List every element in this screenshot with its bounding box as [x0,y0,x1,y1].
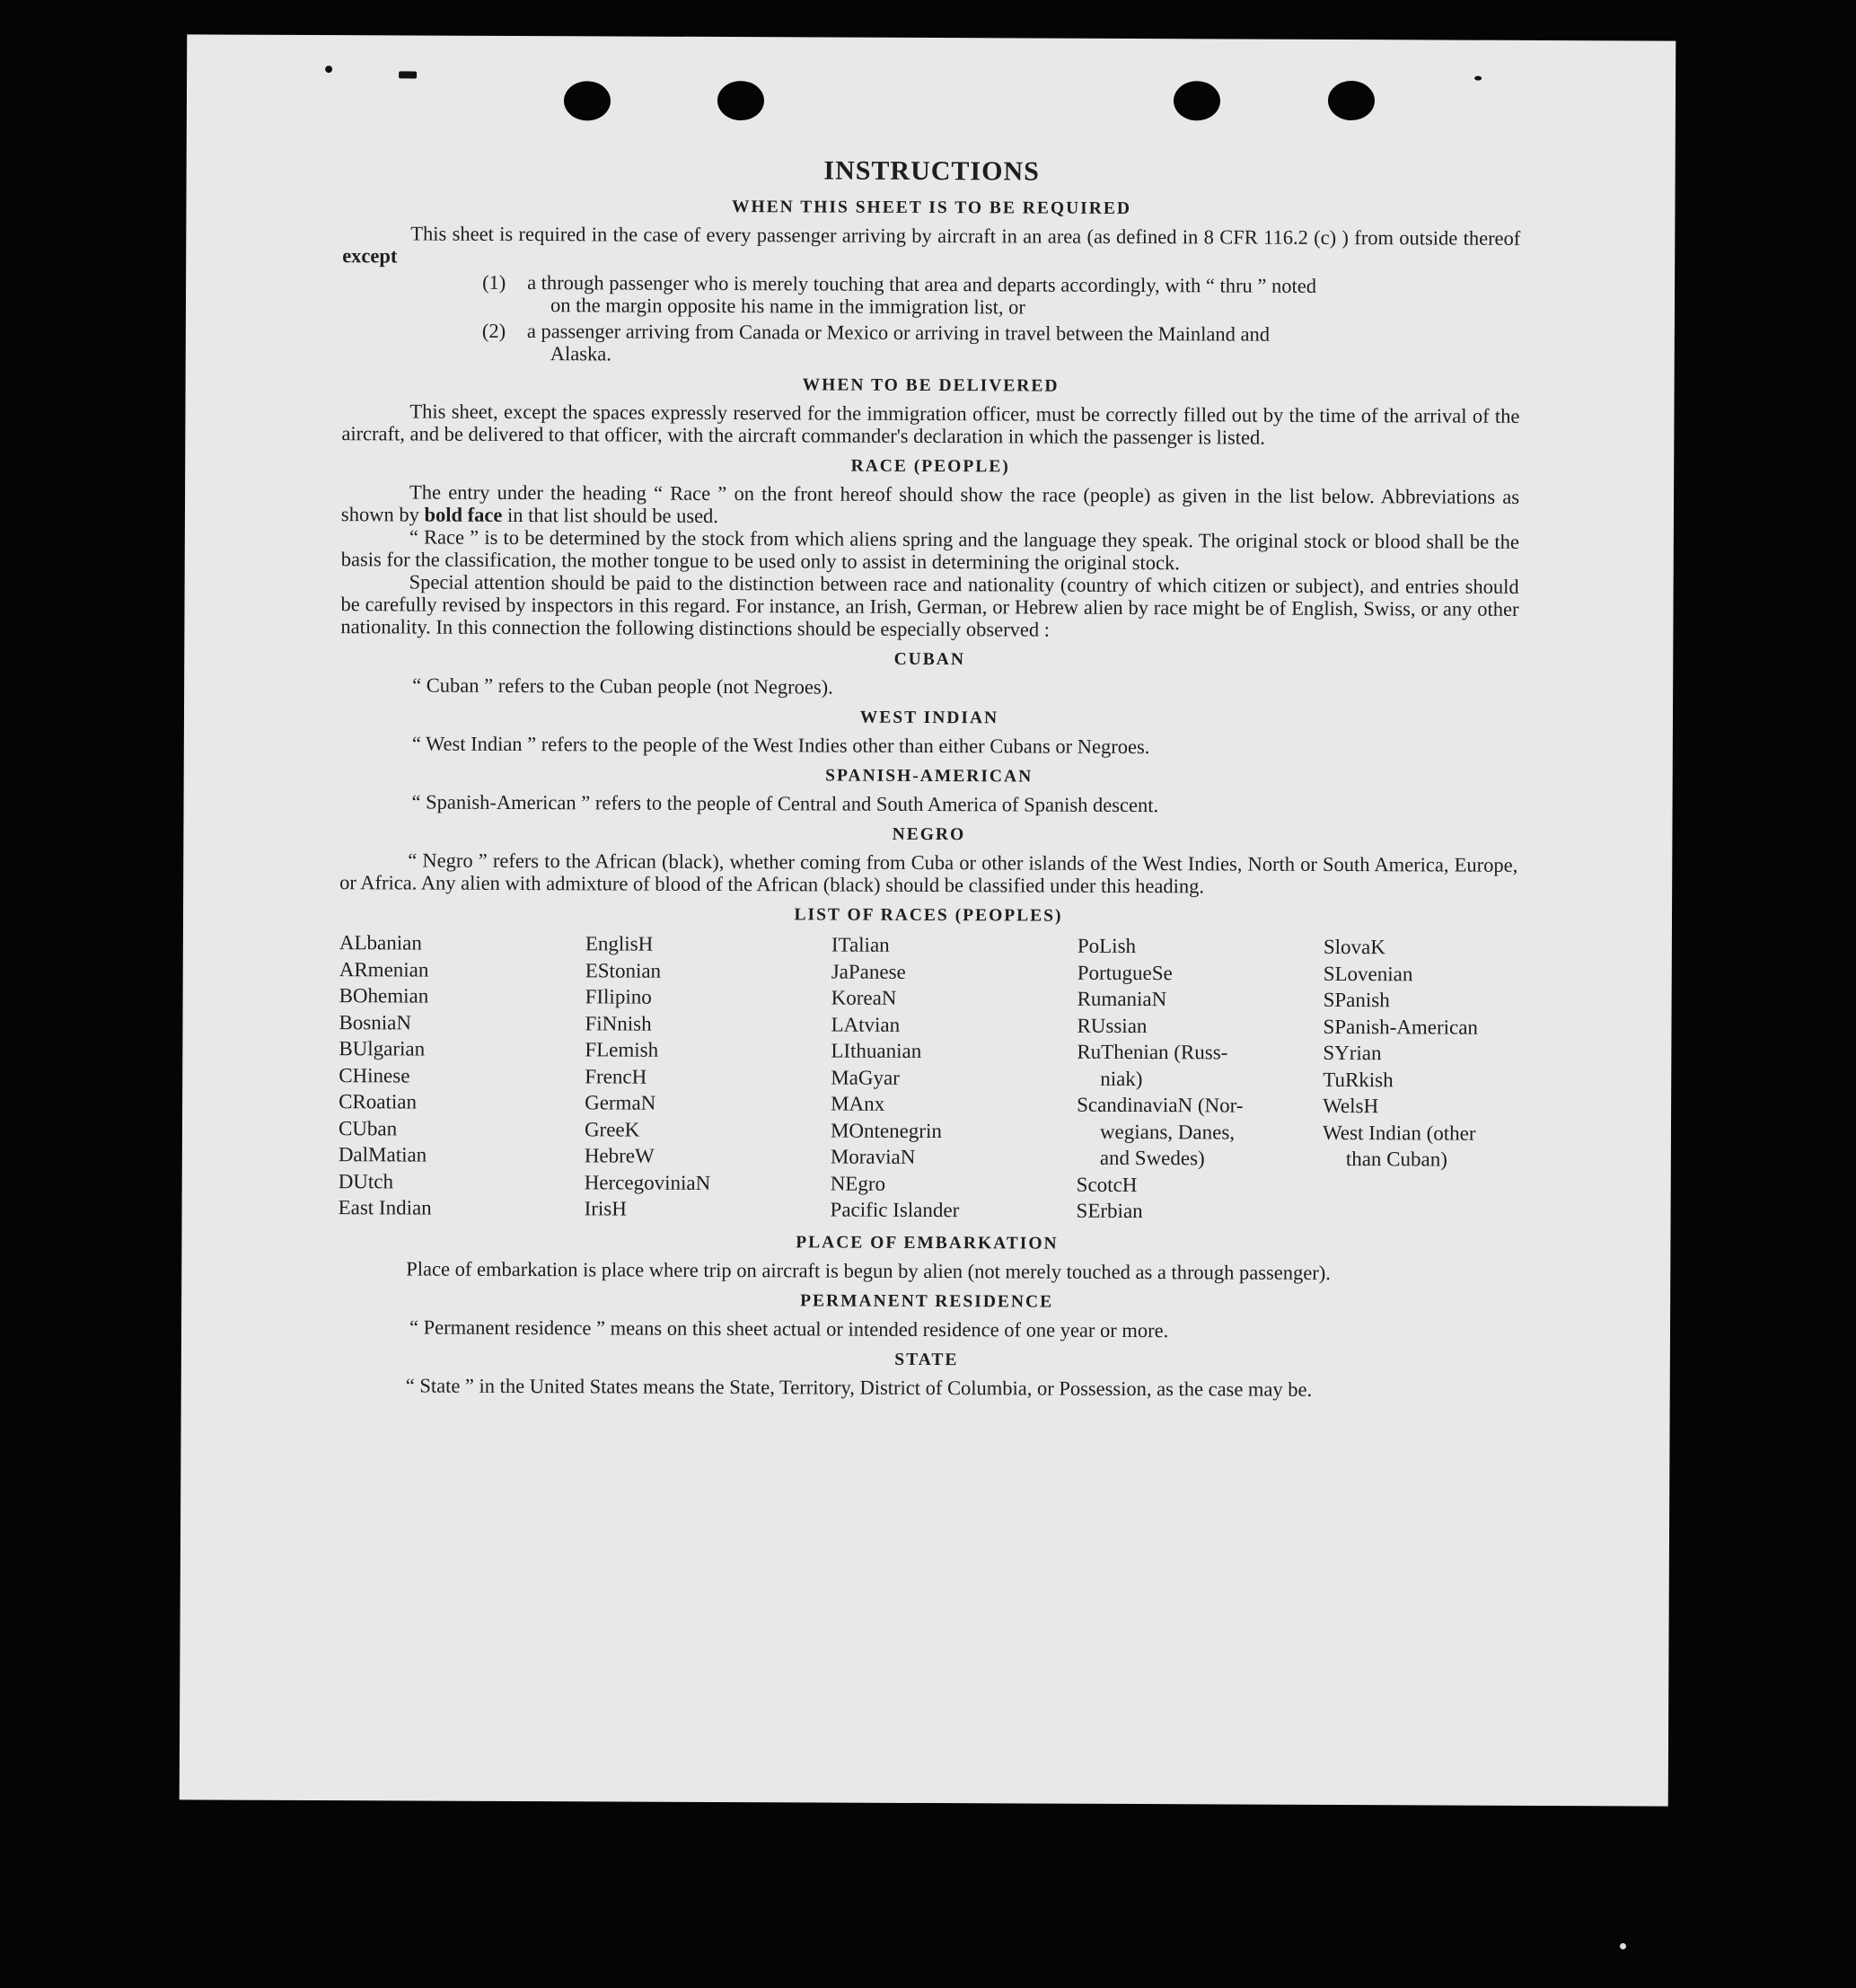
race-name: NEgro [830,1172,886,1195]
heading-cuban: CUBAN [893,649,965,670]
paragraph-when-required: This sheet is required in the case of every passenger arriving by aircraft in an area (as defined in 8 CFR 116.2 (c) ) from outside thereof except [342,222,1521,268]
race-entry [339,956,585,984]
race-entry [1323,1093,1517,1120]
scan-speck [399,71,417,78]
document-sheet [180,34,1676,1806]
race-entry [339,1062,585,1090]
instructions-content [338,152,1521,1401]
race-name: LAtvian [831,1013,901,1036]
race-entry [339,1035,585,1063]
races-column [339,929,585,1222]
race-name-continued: wegians, Danes, [1099,1120,1236,1143]
paragraph-west-indian: “ West Indian ” refers to the people of the West Indies other than either Cubans or Negroes. [411,732,1150,759]
race-entry [339,1141,585,1169]
race-entry [585,1169,831,1197]
paragraph-cuban: “ Cuban ” refers to the Cuban people (not Negroes). [412,673,833,699]
race-name: ALbanian [339,931,422,954]
race-name: Pacific Islander [830,1198,960,1222]
race-name-continued: than Cuban) [1345,1148,1447,1171]
race-entry [585,983,831,1011]
paragraph-state: “ State ” in the United States means the State, Territory, District of Columbia, or Possession, as the case may be. [405,1373,1313,1401]
race-name: PoLish [1077,934,1137,958]
race-name: ScandinaviaN (Nor- [1077,1093,1244,1117]
race-name: East Indian [338,1196,432,1219]
race-entry [1078,986,1324,1014]
race-name: BOhemian [339,984,429,1007]
race-entry [339,1168,585,1196]
race-entry [831,932,1078,960]
race-entry [1324,934,1517,961]
race-entry [585,930,831,958]
race-entry [831,1011,1077,1039]
heading-list-of-races: LIST OF RACES (PEOPLES) [794,905,1063,926]
race-entry [339,929,585,957]
race-entry [831,1197,1077,1225]
punch-hole [717,81,764,120]
race-entry [831,1038,1077,1066]
heading-spanish-american: SPANISH-AMERICAN [825,766,1034,787]
race-name: BosniaN [339,1010,412,1034]
race-entry [831,1117,1077,1145]
race-name: SPanish-American [1323,1015,1479,1039]
race-name: ARmenian [339,957,429,981]
race-name: TuRkish [1323,1068,1394,1091]
race-name: HercegoviniaN [584,1170,711,1194]
race-entry [831,1091,1077,1119]
race-entry [1078,959,1324,987]
race-entry [339,1194,585,1222]
race-entry [585,957,831,985]
race-entry [585,1089,831,1117]
heading-when-delivered: WHEN TO BE DELIVERED [802,375,1060,396]
race-name: RuThenian (Russ- [1077,1040,1228,1064]
list-item: (2) a passenger arriving from Canada or Mexico or arriving in travel between the Mainland and Alaska. [481,319,1271,365]
race-entry [1324,960,1517,987]
paragraph-race-3: Special attention should be paid to the distinction between race and nationality (country of which citizen or subject), and entries should be carefully revised by inspectors in this regard. For instance, an Irish, German, or Hebrew alien by race might be of English, Swiss, or any other nationality. In this connection the following distinctions should be especially observed : [340,570,1519,641]
race-name: GermaN [585,1091,656,1114]
race-name: MaGyar [831,1066,900,1089]
race-name-continued: and Swedes) [1099,1146,1205,1170]
race-entry [1077,1092,1323,1173]
races-column [1323,934,1517,1226]
page-title: INSTRUCTIONS [823,155,1040,187]
races-column [585,930,831,1223]
race-name: EStonian [585,958,662,982]
paragraph-spanish-american: “ Spanish-American ” refers to the people of Central and South America of Spanish descent. [411,790,1159,817]
race-entry [585,1195,831,1223]
race-entry [1077,1171,1323,1199]
heading-negro: NEGRO [892,824,966,845]
race-name: DalMatian [338,1143,427,1166]
race-name: CUban [338,1116,398,1139]
race-name: RumaniaN [1077,987,1167,1011]
race-name: MAnx [831,1092,885,1115]
race-entry [585,1010,831,1038]
races-column [1077,933,1324,1226]
paragraph-embarkation: Place of embarkation is place where trip on aircraft is begun by alien (not merely touched as a through passenger). [406,1256,1331,1284]
race-name: SErbian [1076,1199,1143,1223]
race-name: KoreaN [831,986,897,1009]
race-name: MoraviaN [830,1145,916,1168]
heading-west-indian: WEST INDIAN [859,708,999,728]
race-name: MOntenegrin [830,1119,942,1142]
race-name: West Indian (other [1322,1121,1476,1145]
paragraph-when-delivered: This sheet, except the spaces expressly reserved for the immigration officer, must be correctly filled out by the time of the arrival of the aircraft, and be delivered to that officer, with the aircraft commander's declaration in which the passenger is listed. [341,400,1520,449]
race-name: BUlgarian [339,1037,426,1060]
paragraph-race-1: The entry under the heading “ Race ” on the front hereof should show the race (people) as given in the list below. Abbreviations as shown by bold face in that list should be used. [340,480,1520,527]
punch-hole [1328,81,1375,120]
race-entry [831,1170,1077,1198]
paragraph-residence: “ Permanent residence ” means on this sheet actual or intended residence of one year or more. [409,1315,1169,1341]
race-name: FIlipino [585,985,652,1008]
list-item: (1) a through passenger who is merely touching that area and departs accordingly, with “ thru ” noted on the margin opposite his name in the immigration list, or [482,270,1317,319]
race-entry [1077,1012,1323,1040]
race-name: CRoatian [339,1090,418,1113]
race-name: HebreW [584,1144,655,1167]
race-entry [339,1088,585,1116]
heading-residence: PERMANENT RESIDENCE [800,1290,1054,1312]
race-entry [1323,1066,1517,1093]
race-entry [1323,1119,1517,1173]
punch-hole [564,81,611,120]
race-entry [1078,933,1324,961]
race-name: JaPanese [831,960,906,983]
race-name: DUtch [338,1169,394,1192]
race-entry [585,1063,831,1091]
race-entry [1324,987,1517,1014]
race-entry [339,982,585,1010]
race-name: FrencH [585,1064,647,1088]
scan-speck [325,66,332,73]
race-name: WelsH [1323,1094,1379,1118]
race-entry [585,1036,831,1064]
punch-hole [1174,81,1220,120]
heading-state: STATE [894,1350,959,1369]
races-column [831,932,1078,1225]
race-name: SlovaK [1323,935,1385,959]
race-name-continued: niak) [1100,1067,1143,1090]
race-entry [339,1115,585,1143]
race-entry [831,985,1078,1013]
race-name: ScotcH [1076,1173,1138,1196]
race-entry [1077,1198,1323,1226]
race-name: SLovenian [1323,962,1413,985]
race-name: PortugueSe [1077,961,1173,984]
race-name: ITalian [831,933,890,956]
race-name: SPanish [1323,988,1390,1012]
heading-when-required: WHEN THIS SHEET IS TO BE REQUIRED [731,198,1131,218]
race-entry [1323,1040,1517,1067]
race-entry [339,1009,585,1037]
race-name: FLemish [585,1038,659,1061]
race-name: RUssian [1077,1014,1148,1037]
race-entry [831,1064,1077,1092]
race-entry [831,1144,1077,1172]
races-list [339,929,1517,1226]
race-name: IrisH [584,1197,627,1220]
race-name: LIthuanian [831,1039,922,1062]
race-name: GreeK [584,1117,640,1141]
paragraph-negro: “ Negro ” refers to the African (black), whether coming from Cuba or other islands of the West Indies, North or South America, Europe, or Africa. Any alien with admixture of blood of the African (black) should be classified under this heading. [339,849,1518,898]
race-name: FiNnish [585,1011,652,1035]
race-entry [1077,1039,1323,1093]
scan-speck [1620,1943,1626,1949]
race-entry [585,1142,831,1170]
race-name: SYrian [1323,1041,1382,1065]
race-entry [585,1116,831,1144]
race-entry [1323,1013,1517,1040]
race-entry [831,958,1078,986]
scan-speck [1474,76,1482,81]
heading-embarkation: PLACE OF EMBARKATION [796,1232,1059,1253]
heading-race: RACE (PEOPLE) [850,456,1010,477]
race-name: CHinese [339,1063,410,1086]
paragraph-race-2: “ Race ” is to be determined by the stock from which aliens spring and the language they speak. The original stock or blood shall be the basis for the classification, the mother tongue to be used only to assist in determining the original stock. [340,525,1519,575]
race-name: EnglisH [585,932,654,955]
